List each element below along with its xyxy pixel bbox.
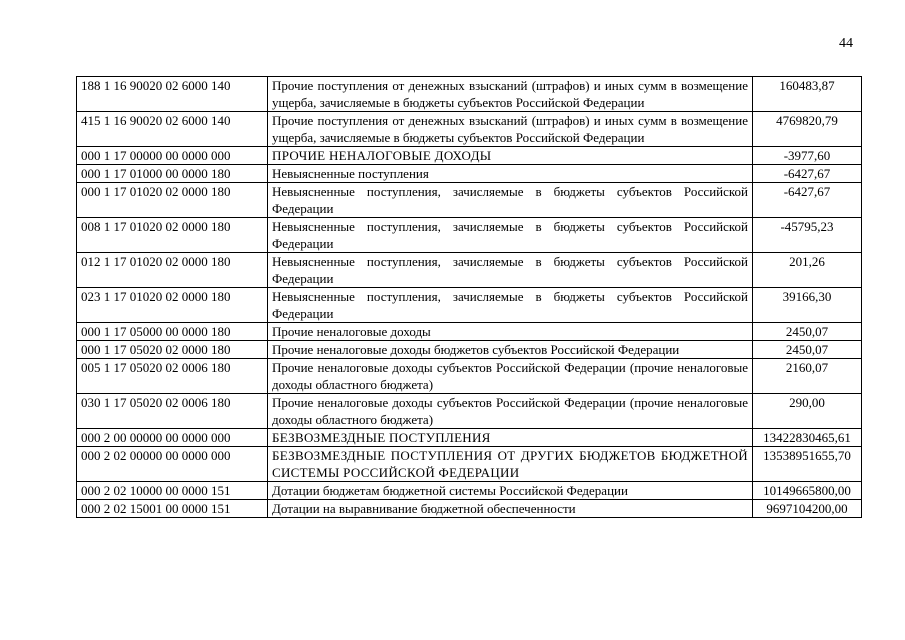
- revenue-name-cell: Прочие неналоговые доходы субъектов Российской Федерации (прочие неналоговые доходы областного бюджета): [268, 394, 753, 429]
- budget-code-cell: 005 1 17 05020 02 0006 180: [77, 359, 268, 394]
- amount-cell: 201,26: [753, 253, 862, 288]
- budget-code-cell: 000 2 00 00000 00 0000 000: [77, 429, 268, 447]
- revenue-name-cell: Невыясненные поступления, зачисляемые в бюджеты субъектов Российской Федерации: [268, 218, 753, 253]
- revenue-name-cell: Прочие неналоговые доходы бюджетов субъектов Российской Федерации: [268, 341, 753, 359]
- table-row: [77, 394, 862, 429]
- amount-cell: 4769820,79: [753, 112, 862, 147]
- table-row: [77, 359, 862, 394]
- table-row: [77, 288, 862, 323]
- table-row: [77, 482, 862, 500]
- budget-code-cell: 012 1 17 01020 02 0000 180: [77, 253, 268, 288]
- amount-cell: 9697104200,00: [753, 500, 862, 518]
- table-row: [77, 165, 862, 183]
- amount-cell: 13422830465,61: [753, 429, 862, 447]
- amount-cell: 13538951655,70: [753, 447, 862, 482]
- budget-code-cell: 000 2 02 15001 00 0000 151: [77, 500, 268, 518]
- budget-code-cell: 000 2 02 10000 00 0000 151: [77, 482, 268, 500]
- budget-code-cell: 000 1 17 01020 02 0000 180: [77, 183, 268, 218]
- budget-code-cell: 000 1 17 01000 00 0000 180: [77, 165, 268, 183]
- amount-cell: 39166,30: [753, 288, 862, 323]
- revenue-name-cell: БЕЗВОЗМЕЗДНЫЕ ПОСТУПЛЕНИЯ: [268, 429, 753, 447]
- table-row: [77, 253, 862, 288]
- amount-cell: 290,00: [753, 394, 862, 429]
- table-row: [77, 447, 862, 482]
- amount-cell: 2450,07: [753, 323, 862, 341]
- revenue-name-cell: ПРОЧИЕ НЕНАЛОГОВЫЕ ДОХОДЫ: [268, 147, 753, 165]
- table-row: [77, 77, 862, 112]
- table-row: [77, 147, 862, 165]
- revenue-name-cell: Невыясненные поступления, зачисляемые в бюджеты субъектов Российской Федерации: [268, 183, 753, 218]
- budget-code-cell: 023 1 17 01020 02 0000 180: [77, 288, 268, 323]
- revenue-name-cell: Прочие поступления от денежных взысканий (штрафов) и иных сумм в возмещение ущерба, зачисляемые в бюджеты субъектов Российской Федерации: [268, 77, 753, 112]
- table-row: [77, 218, 862, 253]
- budget-code-cell: 415 1 16 90020 02 6000 140: [77, 112, 268, 147]
- revenue-name-cell: БЕЗВОЗМЕЗДНЫЕ ПОСТУПЛЕНИЯ ОТ ДРУГИХ БЮДЖЕТОВ БЮДЖЕТНОЙ СИСТЕМЫ РОССИЙСКОЙ ФЕДЕРАЦИИ: [268, 447, 753, 482]
- table-row: [77, 341, 862, 359]
- revenue-name-cell: Невыясненные поступления, зачисляемые в бюджеты субъектов Российской Федерации: [268, 288, 753, 323]
- budget-revenue-table: [76, 76, 862, 518]
- amount-cell: 160483,87: [753, 77, 862, 112]
- budget-code-cell: 000 2 02 00000 00 0000 000: [77, 447, 268, 482]
- table-row: [77, 183, 862, 218]
- table-row: [77, 323, 862, 341]
- amount-cell: -6427,67: [753, 183, 862, 218]
- amount-cell: 2450,07: [753, 341, 862, 359]
- budget-code-cell: 000 1 17 05020 02 0000 180: [77, 341, 268, 359]
- budget-code-cell: 000 1 17 05000 00 0000 180: [77, 323, 268, 341]
- revenue-name-cell: Дотации на выравнивание бюджетной обеспеченности: [268, 500, 753, 518]
- amount-cell: 10149665800,00: [753, 482, 862, 500]
- amount-cell: 2160,07: [753, 359, 862, 394]
- page-number: 44: [839, 36, 853, 51]
- revenue-name-cell: Невыясненные поступления, зачисляемые в бюджеты субъектов Российской Федерации: [268, 253, 753, 288]
- budget-code-cell: 188 1 16 90020 02 6000 140: [77, 77, 268, 112]
- amount-cell: -3977,60: [753, 147, 862, 165]
- revenue-name-cell: Дотации бюджетам бюджетной системы Российской Федерации: [268, 482, 753, 500]
- revenue-name-cell: Прочие неналоговые доходы субъектов Российской Федерации (прочие неналоговые доходы областного бюджета): [268, 359, 753, 394]
- table-row: [77, 112, 862, 147]
- revenue-name-cell: Прочие поступления от денежных взысканий (штрафов) и иных сумм в возмещение ущерба, зачисляемые в бюджеты субъектов Российской Федерации: [268, 112, 753, 147]
- table-row: [77, 500, 862, 518]
- amount-cell: -45795,23: [753, 218, 862, 253]
- budget-code-cell: 008 1 17 01020 02 0000 180: [77, 218, 268, 253]
- budget-code-cell: 000 1 17 00000 00 0000 000: [77, 147, 268, 165]
- amount-cell: -6427,67: [753, 165, 862, 183]
- budget-code-cell: 030 1 17 05020 02 0006 180: [77, 394, 268, 429]
- revenue-name-cell: Невыясненные поступления: [268, 165, 753, 183]
- revenue-name-cell: Прочие неналоговые доходы: [268, 323, 753, 341]
- table-row: [77, 429, 862, 447]
